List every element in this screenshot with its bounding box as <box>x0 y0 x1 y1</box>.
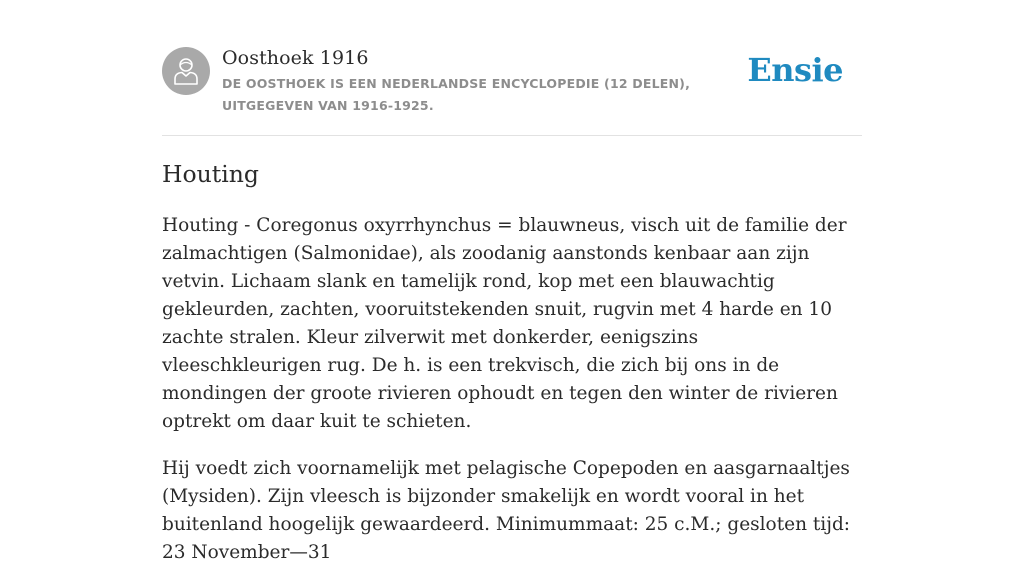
article-paragraph: Houting - Coregonus oxyrrhynchus = blauwneus, visch uit de familie der zalmachtigen (Salmonidae), als zoodanig aanstonds kenbaar aan zijn vetvin. Lichaam slank en tamelijk rond, kop met een blauwachtig gekleurden, zachten, vooruitstekenden snuit, rugvin met 4 harde en 10 zachte stralen. Kleur zilverwit met donkerder, eenigszins vleeschkleurigen rug. De h. is een trekvisch, die zich bij ons in de mondingen der groote rivieren ophoudt en tegen den winter de rivieren optrekt om daar kuit te schieten. <box>162 215 847 432</box>
source-name[interactable]: Oosthoek 1916 <box>222 47 369 69</box>
source-description: DE OOSTHOEK IS EEN NEDERLANDSE ENCYCLOPEDIE (12 DELEN), UITGEGEVEN VAN 1916-1925. <box>222 76 691 113</box>
avatar[interactable] <box>162 47 210 95</box>
ensie-logo[interactable]: Ensie <box>747 51 843 89</box>
source-info <box>222 44 762 117</box>
article-paragraph: Hij voedt zich voornamelijk met pelagische Copepoden en aasgarnaaltjes (Mysiden). Zijn vleesch is bijzonder smakelijk en wordt vooral in het buitenland hoogelijk gewaardeerd. Minimummaat: 25 c.M.; gesloten tijd: 23 November—31 <box>162 458 851 563</box>
article <box>162 156 862 567</box>
user-icon <box>173 56 199 86</box>
article-title: Houting <box>162 160 259 188</box>
source-header <box>162 44 862 136</box>
